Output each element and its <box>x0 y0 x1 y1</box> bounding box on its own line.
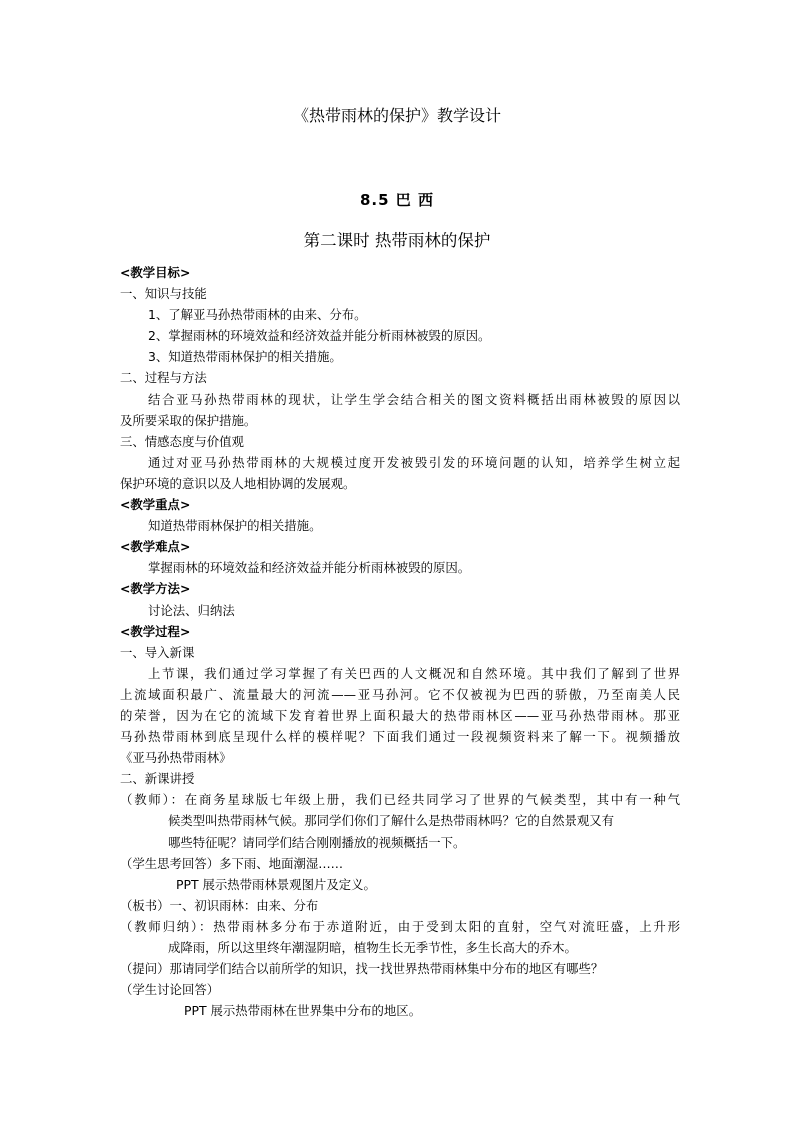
text-line: <教学重点> <box>120 497 191 513</box>
text-line: 结合亚马孙热带雨林的现状，让学生学会结合相关的图文资料概括出雨林被毁的原因以 <box>148 391 680 407</box>
text-line: （学生思考回答）多下雨、地面潮湿…… <box>120 855 344 871</box>
text-line: 3、知道热带雨林保护的相关措施。 <box>148 349 342 365</box>
text-line: 掌握雨林的环境效益和经济效益并能分析雨林被毁的原因。 <box>148 560 471 576</box>
text-line: 一、知识与技能 <box>120 286 207 302</box>
text-line: 二、过程与方法 <box>120 370 207 386</box>
text-line: 候类型叫热带雨林气候。那同学们你们了解什么是热带雨林吗？它的自然景观又有 <box>168 813 615 829</box>
text-line: <教学难点> <box>120 539 191 555</box>
text-line: 二、新课讲授 <box>120 771 195 787</box>
text-line: 知道热带雨林保护的相关措施。 <box>148 518 322 534</box>
text-line: 上流域面积最广、流量最大的河流——亚马孙河。它不仅被视为巴西的骄傲，乃至南美人民 <box>120 686 680 702</box>
text-line: 通过对亚马孙热带雨林的大规模过度开发被毁引发的环境问题的认知，培养学生树立起 <box>148 454 680 470</box>
section-heading: 8.5 巴 西 <box>359 191 435 209</box>
text-line: 的荣誉，因为在它的流域下发育着世界上面积最大的热带雨林区——亚马孙热带雨林。那亚 <box>120 707 680 723</box>
text-line: （学生讨论回答） <box>120 982 220 998</box>
text-line: （教师归纳）：热带雨林多分布于赤道附近，由于受到太阳的直射，空气对流旺盛，上升形 <box>120 918 680 934</box>
text-line: PPT 展示热带雨林景观图片及定义。 <box>176 876 376 892</box>
text-line: 讨论法、归纳法 <box>148 602 235 618</box>
text-line: 《亚马孙热带雨林》 <box>120 750 232 766</box>
text-line: 一、导入新课 <box>120 644 195 660</box>
text-line: 及所要采取的保护措施。 <box>120 412 257 428</box>
text-line: 马孙热带雨林到底呈现什么样的模样呢？下面我们通过一段视频资料来了解一下。视频播放 <box>120 729 680 745</box>
text-line: 2、掌握雨林的环境效益和经济效益并能分析雨林被毁的原因。 <box>148 328 491 344</box>
text-line: <教学方法> <box>120 581 191 597</box>
lesson-heading: 第二课时 热带雨林的保护 <box>303 231 491 250</box>
text-line: （提问）那请同学们结合以前所学的知识，找一找世界热带雨林集中分布的地区有哪些？ <box>120 961 604 977</box>
document-title: 《热带雨林的保护》教学设计 <box>292 106 501 125</box>
text-line: <教学目标> <box>120 265 191 280</box>
text-line: PPT 展示热带雨林在世界集中分布的地区。 <box>184 1003 422 1019</box>
text-line: （教师）：在商务星球版七年级上册，我们已经共同学习了世界的气候类型，其中有一种气 <box>120 792 680 808</box>
text-line: 三、情感态度与价值观 <box>120 433 244 449</box>
text-line: 上节课，我们通过学习掌握了有关巴西的人文概况和自然环境。其中我们了解到了世界 <box>148 665 680 681</box>
text-line: 成降雨，所以这里终年潮湿阴暗，植物生长无季节性，多生长高大的乔木。 <box>168 940 577 955</box>
text-line: 哪些特征呢？请同学们结合刚刚播放的视频概括一下。 <box>168 834 466 850</box>
text-line: （板书）一、初识雨林：由来、分布 <box>120 897 319 913</box>
document-body <box>120 262 680 1021</box>
text-line: <教学过程> <box>120 623 191 639</box>
text-line: 1、了解亚马孙热带雨林的由来、分布。 <box>148 307 367 323</box>
text-line: 保护环境的意识以及人地相协调的发展观。 <box>120 475 356 491</box>
